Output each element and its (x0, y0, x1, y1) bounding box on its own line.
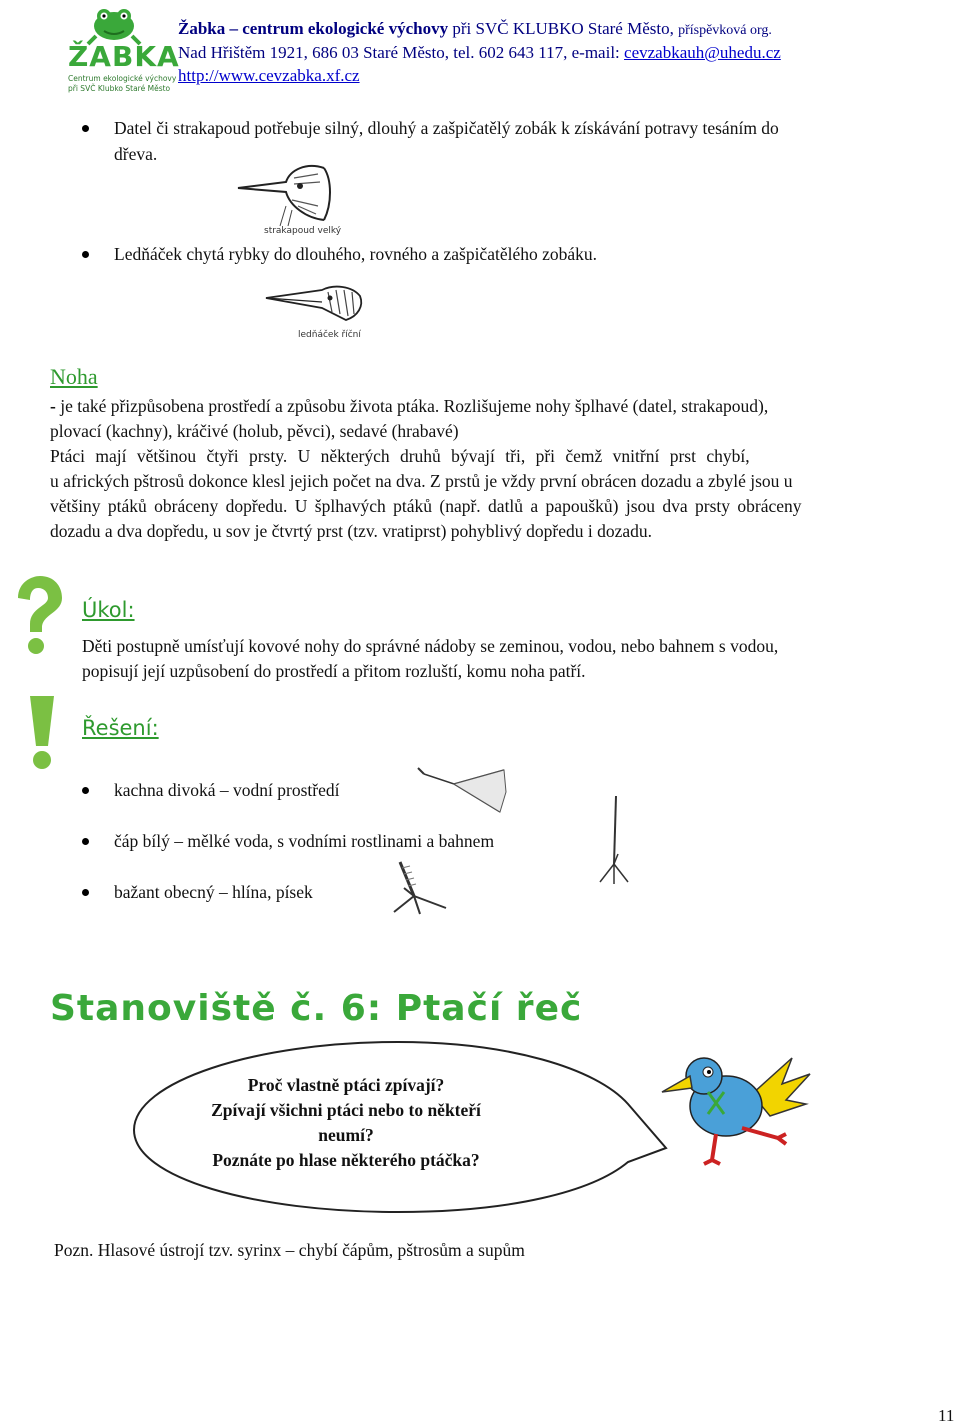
header-line-2 (178, 42, 781, 64)
bullet-dot (82, 251, 89, 258)
ukol-line-1: Děti postupně umísťují kovové nohy do správné nádoby se zeminou, vodou, nebo bahnem s vodou, (82, 636, 779, 656)
noha-heading: Noha (50, 364, 98, 389)
logo-subtitle-1: Centrum ekologické výchovy (68, 74, 177, 83)
kingfisher-figure (262, 282, 372, 344)
noha-p2-line-2: u afrických pštrosů dokonce klesl jejich počet na dva. Z prstů je vždy první obrácen dozadu a zbylé jsou u (50, 471, 793, 491)
speech-bubble (128, 1038, 668, 1216)
header-org-rest: při SVČ KLUBKO Staré Město, (452, 19, 674, 38)
ukol-text (82, 634, 778, 684)
header-org-type: příspěvková org. (678, 23, 772, 38)
logo (66, 4, 180, 96)
reseni-item-pheasant: bažant obecný – hlína, písek (114, 882, 313, 902)
cartoon-bird (660, 1054, 830, 1172)
header-line-3 (178, 65, 360, 87)
station-title: Stanoviště č. 6: Ptačí řeč (50, 988, 583, 1029)
noha-p1-line-1: je také přizpůsobena prostředí a způsobu života ptáka. Rozlišujeme nohy šplhavé (datel, strakapoud), (60, 396, 769, 416)
header-line-1 (178, 18, 772, 42)
header-email-link[interactable]: cevzabkauh@uhedu.cz (624, 43, 781, 62)
list-item-woodpecker-line-2: dřeva. (114, 144, 158, 164)
duck-foot-illustration (414, 764, 510, 818)
bullet-dot (82, 125, 89, 132)
ukol-line-2: popisují její uzpůsobení do prostředí a přitom rozluští, komu noha patří. (82, 661, 586, 681)
header-org-name: Žabka – centrum ekologické výchovy (178, 19, 449, 38)
noha-paragraph (50, 394, 960, 544)
kingfisher-head-icon (262, 282, 372, 332)
page-number: 11 (938, 1406, 955, 1425)
header-web-link[interactable]: http://www.cevzabka.xf.cz (178, 66, 360, 85)
bullet-dot (82, 787, 89, 794)
bullet-dot (82, 838, 89, 845)
reseni-item-stork: čáp bílý – mělké voda, s vodními rostlinami a bahnem (114, 831, 495, 851)
list-item-woodpecker-line-1: Datel či strakapoud potřebuje silný, dlouhý a zašpičatělý zobák k získávání potravy tesáním do (114, 118, 779, 138)
logo-wordmark: ŽABKA (68, 40, 180, 73)
note-text: Pozn. Hlasové ústrojí tzv. syrinx – chybí čápům, pštrosům a supům (54, 1240, 525, 1260)
reseni-heading: Řešení: (82, 716, 159, 740)
exclamation-icon (24, 694, 60, 770)
bubble-line-2: Zpívají všichni ptáci nebo to někteří (211, 1100, 481, 1120)
bubble-line-3: neumí? (318, 1125, 374, 1145)
noha-p1-line-2: plovací (kachny), kráčivé (holub, pěvci), sedavé (hrabavé) (50, 421, 459, 441)
ukol-heading: Úkol: (82, 598, 135, 622)
woodpecker-figure (228, 160, 358, 242)
header-address: Nad Hřištěm 1921, 686 03 Staré Město, tel. 602 643 117, e-mail: (178, 43, 620, 62)
bullet-dot (82, 889, 89, 896)
noha-p2-line-4: dozadu a dva dopředu, u sov je čtvrtý prst (tzv. vratiprst) pohyblivý dopředu i dozadu. (50, 521, 652, 541)
list-item-kingfisher: Ledňáček chytá rybky do dlouhého, rovného a zašpičatělého zobáku. (114, 244, 598, 264)
woodpecker-caption: strakapoud velký (264, 226, 342, 236)
noha-dash: - (50, 396, 56, 416)
kingfisher-caption: ledňáček říční (298, 330, 361, 340)
pheasant-foot-illustration (380, 858, 452, 918)
noha-p2-line-3: většiny ptáků obráceny dopředu. U šplhavých ptáků (např. datlů a papoušků) jsou dva prsty obráceny (50, 496, 802, 516)
bird-illustration-icon (660, 1054, 830, 1172)
reseni-item-duck: kachna divoká – vodní prostředí (114, 780, 340, 800)
bubble-line-1: Proč vlastně ptáci zpívají? (247, 1075, 445, 1095)
question-mark-icon (8, 574, 64, 656)
stork-leg-illustration (596, 794, 630, 886)
bubble-text (148, 1073, 544, 1173)
logo-subtitle-2: při SVČ Klubko Staré Město (68, 84, 171, 93)
noha-p2-line-1: Ptáci mají většinou čtyři prsty. U některých druhů bývají tři, při čemž vnitřní prst chybí, (50, 446, 750, 466)
bubble-line-4: Poznáte po hlase některého ptáčka? (212, 1150, 480, 1170)
